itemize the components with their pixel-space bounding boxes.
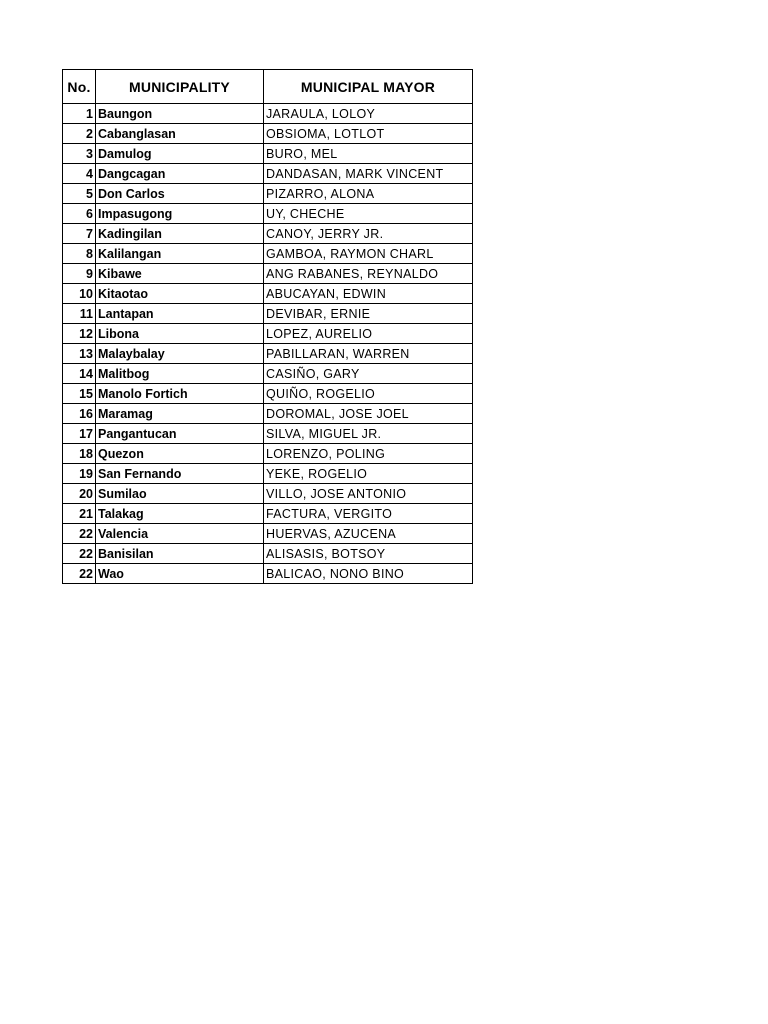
mayor-cell: QUIÑO, ROGELIO: [264, 384, 473, 404]
table-row: [63, 504, 473, 524]
table-row: [63, 484, 473, 504]
municipality-cell: Banisilan: [96, 544, 264, 564]
row-number: 2: [63, 124, 96, 144]
municipality-cell: Don Carlos: [96, 184, 264, 204]
municipality-cell: Baungon: [96, 104, 264, 124]
table-row: [63, 164, 473, 184]
header-no: No.: [63, 70, 96, 104]
mayor-cell: SILVA, MIGUEL JR.: [264, 424, 473, 444]
table-row: [63, 404, 473, 424]
row-number: 15: [63, 384, 96, 404]
table-row: [63, 104, 473, 124]
municipality-cell: San Fernando: [96, 464, 264, 484]
municipality-cell: Libona: [96, 324, 264, 344]
table-row: [63, 244, 473, 264]
municipality-cell: Kibawe: [96, 264, 264, 284]
row-number: 10: [63, 284, 96, 304]
municipality-cell: Dangcagan: [96, 164, 264, 184]
mayor-cell: OBSIOMA, LOTLOT: [264, 124, 473, 144]
mayor-cell: ABUCAYAN, EDWIN: [264, 284, 473, 304]
municipality-cell: Damulog: [96, 144, 264, 164]
mayor-cell: DANDASAN, MARK VINCENT: [264, 164, 473, 184]
municipality-cell: Valencia: [96, 524, 264, 544]
header-municipality: MUNICIPALITY: [96, 70, 264, 104]
mayor-cell: LORENZO, POLING: [264, 444, 473, 464]
table-row: [63, 364, 473, 384]
mayor-cell: PABILLARAN, WARREN: [264, 344, 473, 364]
table-row: [63, 284, 473, 304]
municipality-cell: Wao: [96, 564, 264, 584]
row-number: 18: [63, 444, 96, 464]
table-row: [63, 444, 473, 464]
table-row: [63, 124, 473, 144]
municipality-cell: Manolo Fortich: [96, 384, 264, 404]
mayor-cell: FACTURA, VERGITO: [264, 504, 473, 524]
header-mayor: MUNICIPAL MAYOR: [264, 70, 473, 104]
municipality-cell: Lantapan: [96, 304, 264, 324]
row-number: 13: [63, 344, 96, 364]
mayor-cell: DEVIBAR, ERNIE: [264, 304, 473, 324]
mayor-cell: JARAULA, LOLOY: [264, 104, 473, 124]
row-number: 14: [63, 364, 96, 384]
table-header: [63, 70, 473, 104]
municipality-cell: Kalilangan: [96, 244, 264, 264]
mayor-cell: HUERVAS, AZUCENA: [264, 524, 473, 544]
mayor-cell: ANG RABANES, REYNALDO: [264, 264, 473, 284]
row-number: 9: [63, 264, 96, 284]
row-number: 20: [63, 484, 96, 504]
table-row: [63, 464, 473, 484]
municipality-cell: Talakag: [96, 504, 264, 524]
table-row: [63, 224, 473, 244]
row-number: 19: [63, 464, 96, 484]
table-body: [63, 104, 473, 584]
header-row: [63, 70, 473, 104]
row-number: 8: [63, 244, 96, 264]
mayor-cell: PIZARRO, ALONA: [264, 184, 473, 204]
row-number: 3: [63, 144, 96, 164]
row-number: 12: [63, 324, 96, 344]
row-number: 22: [63, 564, 96, 584]
row-number: 22: [63, 544, 96, 564]
mayor-cell: GAMBOA, RAYMON CHARL: [264, 244, 473, 264]
table-row: [63, 324, 473, 344]
municipality-cell: Kitaotao: [96, 284, 264, 304]
municipality-cell: Cabanglasan: [96, 124, 264, 144]
municipality-cell: Quezon: [96, 444, 264, 464]
mayor-cell: BURO, MEL: [264, 144, 473, 164]
row-number: 16: [63, 404, 96, 424]
mayor-cell: LOPEZ, AURELIO: [264, 324, 473, 344]
municipality-cell: Impasugong: [96, 204, 264, 224]
table-row: [63, 384, 473, 404]
table-row: [63, 264, 473, 284]
table-row: [63, 144, 473, 164]
mayor-cell: BALICAO, NONO BINO: [264, 564, 473, 584]
municipality-cell: Maramag: [96, 404, 264, 424]
row-number: 1: [63, 104, 96, 124]
row-number: 6: [63, 204, 96, 224]
municipality-cell: Malitbog: [96, 364, 264, 384]
municipality-cell: Malaybalay: [96, 344, 264, 364]
mayor-cell: ALISASIS, BOTSOY: [264, 544, 473, 564]
table-row: [63, 304, 473, 324]
mayor-cell: YEKE, ROGELIO: [264, 464, 473, 484]
table-row: [63, 524, 473, 544]
row-number: 11: [63, 304, 96, 324]
row-number: 21: [63, 504, 96, 524]
municipality-cell: Sumilao: [96, 484, 264, 504]
row-number: 7: [63, 224, 96, 244]
mayor-cell: CASIÑO, GARY: [264, 364, 473, 384]
mayor-cell: UY, CHECHE: [264, 204, 473, 224]
municipality-cell: Kadingilan: [96, 224, 264, 244]
table-row: [63, 344, 473, 364]
table-row: [63, 424, 473, 444]
mayor-cell: VILLO, JOSE ANTONIO: [264, 484, 473, 504]
mayor-cell: CANOY, JERRY JR.: [264, 224, 473, 244]
table-row: [63, 564, 473, 584]
row-number: 5: [63, 184, 96, 204]
table-row: [63, 544, 473, 564]
mayor-cell: DOROMAL, JOSE JOEL: [264, 404, 473, 424]
mayors-table: [62, 69, 473, 584]
row-number: 4: [63, 164, 96, 184]
table-row: [63, 184, 473, 204]
table-row: [63, 204, 473, 224]
row-number: 22: [63, 524, 96, 544]
municipality-cell: Pangantucan: [96, 424, 264, 444]
row-number: 17: [63, 424, 96, 444]
